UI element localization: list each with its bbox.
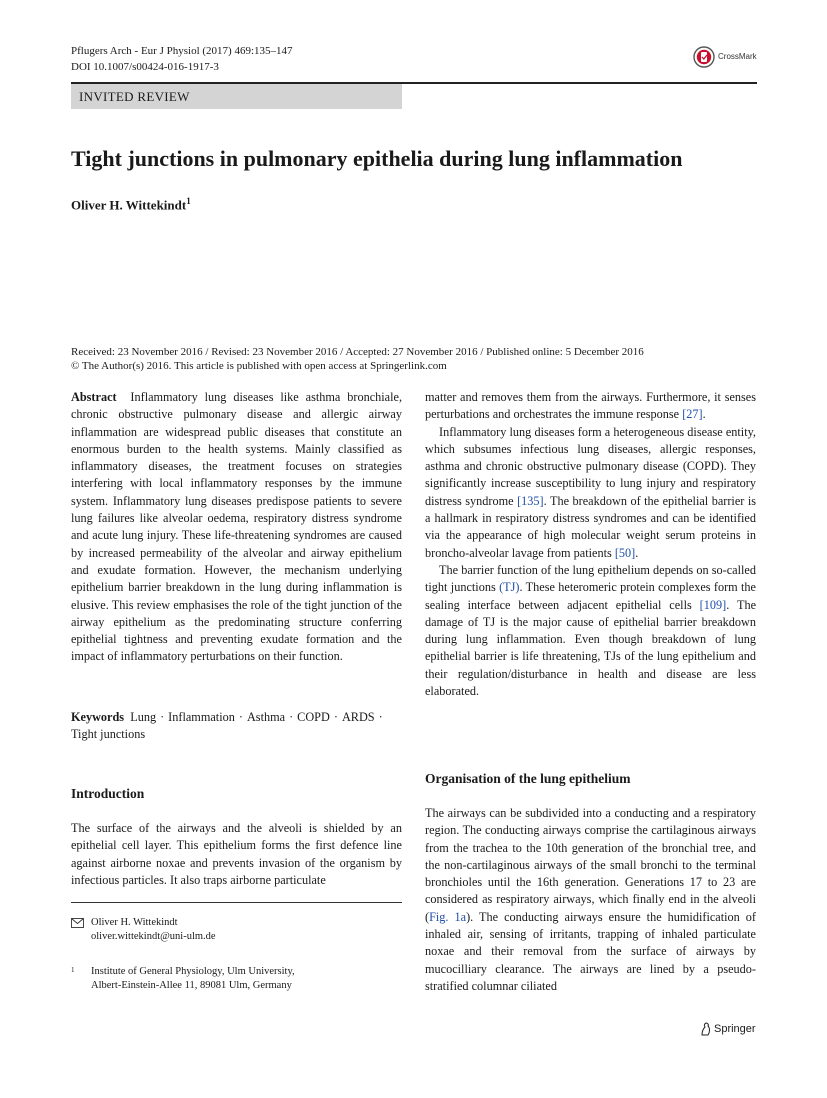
paragraph [425, 562, 756, 700]
keywords: Keywords Lung · Inflammation · Asthma · COPD · ARDS · Tight junctions [71, 710, 383, 742]
text-run: . The breakdown of the epithelial barrier is a hallmark in respiratory distress syndromes and can be identified via the appearance of high molecular weight serum proteins in broncho-alveolar lavage from patients [425, 493, 757, 560]
text-run: . [702, 407, 706, 422]
paragraph [425, 424, 756, 562]
introduction-heading: Introduction [71, 786, 145, 801]
doi[interactable]: DOI 10.1007/s00424-016-1917-3 [71, 61, 219, 73]
copyright-notice: © The Author(s) 2016. This article is published with open access at Springerlink.com [71, 360, 447, 372]
article-title: Tight junctions in pulmonary epithelia during lung inflammation [71, 146, 683, 171]
citation-link[interactable]: [109] [699, 597, 727, 612]
text-run: Inflammatory lung diseases form a heterogeneous disease entity, which subsumes infectious lung diseases, allergic responses, asthma and chronic obstructive pulmonary disease (COPD). They significantly increase susceptibility to lung injury and respiratory distress syndrome [425, 424, 756, 508]
footnote-rule [71, 902, 402, 903]
keyword: COPD [297, 710, 330, 724]
citation-link[interactable]: [135] [517, 493, 544, 508]
springer-horse-icon [700, 1022, 711, 1036]
text-run: The airways can be subdivided into a conducting and a respiratory region. The conducting airways comprise the cartilaginous airways from the trachea to the 10th generation of the bronchial tree, and the non-cartilaginous airways of the small bronchi to the terminal bronchioles until the 16th generation. Generations 17 to 23 are considered as respiratory airways, which finally end in the alveoli ( [425, 806, 756, 924]
springer-logo [700, 1021, 756, 1037]
footnote-email[interactable]: oliver.wittekindt@uni-ulm.de [91, 931, 216, 942]
text-run: . The damage of TJ is the major cause of epithelial barrier breakdown during lung inflammation. Even though breakdown of lung epithelial barrier is life threatening, TJs of the lung epithelium and their regulation/disturbance in health and disease are less elaborated. [425, 597, 756, 699]
introduction-text [71, 820, 402, 889]
publisher-name: Springer [714, 1023, 756, 1035]
text-run: ). The conducting airways ensure the humidification of inhaled air, sensing of irritants, trapping of inhaled particulate noxae and their removal from the surface of airways by mucocilliary clearance. The airways are lined by a pseudo-stratified columnar ciliated [425, 909, 757, 993]
text-run: . [635, 545, 639, 560]
keywords-label: Keywords [71, 710, 125, 724]
article-type-tag: INVITED REVIEW [71, 84, 402, 109]
journal-citation: Pflugers Arch - Eur J Physiol (2017) 469:135–147 [71, 45, 293, 57]
article-dates: Received: 23 November 2016 / Revised: 23 November 2016 / Accepted: 27 November 2016 / Published online: 5 December 2016 [71, 346, 644, 358]
text-run: The barrier function of the lung epithelium depends on so-called tight junctions [425, 562, 756, 595]
keyword: ARDS [341, 710, 375, 724]
organisation-text [425, 805, 756, 995]
author-name[interactable]: Oliver H. Wittekindt [71, 197, 187, 213]
crossmark-icon [693, 46, 715, 68]
abbreviation-link[interactable]: (TJ) [499, 580, 520, 595]
paragraph [425, 805, 756, 995]
envelope-icon [71, 918, 84, 928]
author-affiliation-mark: 1 [186, 196, 191, 206]
abstract-label: Abstract [71, 390, 117, 404]
crossmark-label: CrossMark [718, 52, 757, 61]
right-column-text [425, 389, 756, 700]
text-run: matter and removes them from the airways. Furthermore, it senses perturbations and orchestrates the immune response [425, 390, 756, 422]
keyword: Asthma [246, 710, 286, 724]
affiliation-footnote [71, 965, 295, 993]
citation-link[interactable]: [50] [614, 545, 636, 560]
affiliation-line: Albert-Einstein-Allee 11, 89081 Ulm, Germany [91, 980, 292, 991]
affiliation-number: 1 [71, 966, 75, 974]
organisation-heading: Organisation of the lung epithelium [425, 771, 631, 786]
text-run: . These heteromeric protein complexes form the sealing interface between adjacent epithelial cells [425, 580, 756, 612]
keyword: Tight junctions [71, 727, 146, 742]
citation-link[interactable]: [27] [682, 407, 703, 422]
keyword: Inflammation [168, 710, 235, 724]
crossmark-badge[interactable] [693, 46, 757, 70]
abstract-text: Inflammatory lung diseases like asthma bronchiale, chronic obstructive pulmonary disease and allergic airway inflammation are widespread public diseases that constitute an enormous burden to the health systems. Mainly classified as inflammatory diseases, the treatment focuses on strategies interfering with local inflammatory responses by the immune system. Inflammatory lung diseases predispose patients to severe lung failures like alveolar oedema, respiratory distress syndrome and acute lung injury. These life-threatening syndromes are caused by increased permeability of the alveolar and airway epithelium and exudate formation. However, the mechanism underlying epithelium barrier breakdown in the lung during inflammation is elusive. This review emphasises the role of the tight junction of the airway epithelium as the predominating structure conferring epithelial tightness and preventing exudate formation and the impact of inflammatory perturbations on their function. [71, 390, 403, 664]
footnote-author-name: Oliver H. Wittekindt [91, 917, 178, 928]
abstract [71, 389, 402, 666]
author-line [71, 193, 191, 213]
introduction-paragraph: The surface of the airways and the alveoli is shielded by an epithelial cell layer. This epithelium forms the first defence line against airborne noxae and prevents invasion of the organism by infectious particles. It also traps airborne particulate [71, 821, 402, 887]
affiliation-line: Institute of General Physiology, Ulm University, [91, 966, 295, 977]
figure-link[interactable]: Fig. 1a [429, 909, 467, 924]
keyword: Lung [130, 710, 157, 724]
corresponding-author-footnote [71, 916, 216, 944]
paragraph [425, 389, 756, 424]
